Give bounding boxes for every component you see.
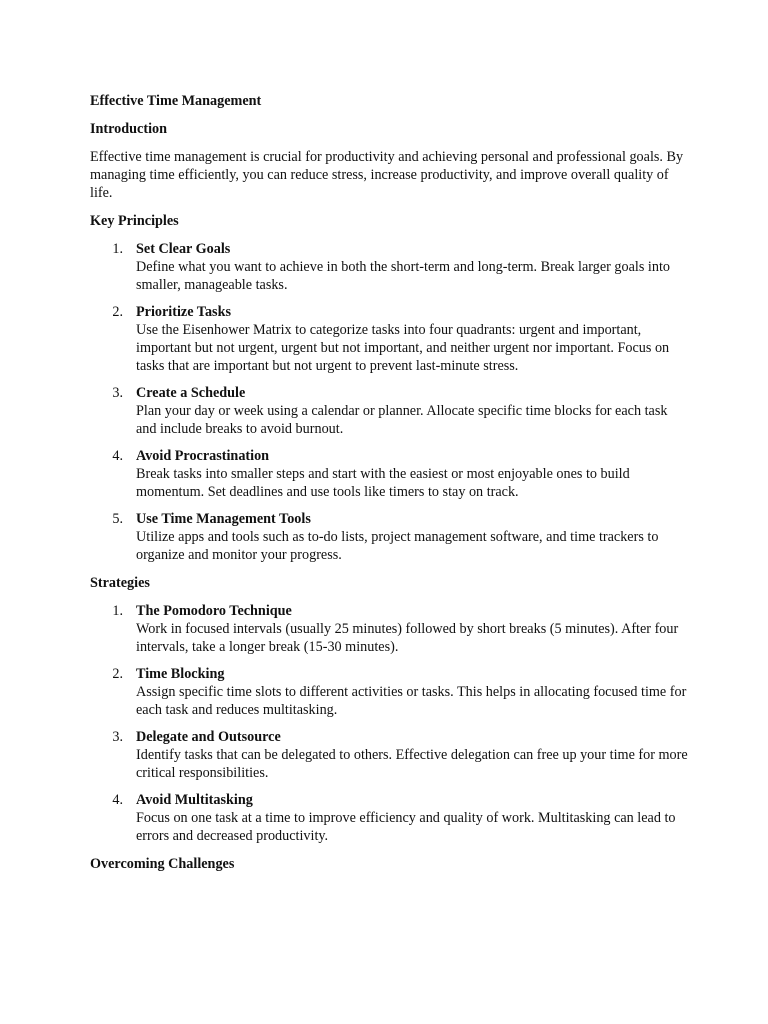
list-item-title: The Pomodoro Technique [136,603,292,619]
list-item [90,240,688,294]
list-item-title: Time Blocking [136,666,225,682]
list-item [90,665,688,719]
section-heading-overcoming-challenges: Overcoming Challenges [90,856,235,872]
list-item-number: 5. [112,511,123,527]
list-item [90,791,688,845]
list-item-number: 1. [112,241,123,257]
list-item [90,384,688,438]
list-item-number: 2. [112,666,123,682]
list-item-title: Set Clear Goals [136,241,231,257]
document-content [90,92,688,883]
list-item-number: 3. [112,729,123,745]
list-item-body: Work in focused intervals (usually 25 minutes) followed by short breaks (5 minutes). After four intervals, take a longer break (15-30 minutes). [136,621,679,655]
list-item-number: 4. [112,792,123,808]
strategies-list [90,602,688,845]
list-item-title: Avoid Multitasking [136,792,253,808]
list-item [90,602,688,656]
list-item-number: 4. [112,448,123,464]
list-item-number: 3. [112,385,123,401]
list-item-body: Identify tasks that can be delegated to others. Effective delegation can free up your time for more critical responsibilities. [136,747,688,781]
list-item-title: Delegate and Outsource [136,729,281,745]
list-item [90,728,688,782]
key-principles-list [90,240,688,564]
list-item [90,510,688,564]
list-item-body: Define what you want to achieve in both the short-term and long-term. Break larger goals into smaller, manageable tasks. [136,259,670,293]
list-item-body: Break tasks into smaller steps and start with the easiest or most enjoyable ones to build momentum. Set deadlines and use tools like timers to stay on track. [136,466,630,500]
document-title: Effective Time Management [90,93,262,109]
list-item-body: Use the Eisenhower Matrix to categorize tasks into four quadrants: urgent and important, important but not urgent, urgent but not important, and neither urgent nor important. Focus on tasks that are important but not urgent to prevent last-minute stress. [136,322,670,374]
list-item-body: Focus on one task at a time to improve efficiency and quality of work. Multitasking can lead to errors and decreased productivity. [136,810,676,844]
list-item-number: 1. [112,603,123,619]
section-heading-key-principles: Key Principles [90,213,179,229]
list-item [90,303,688,375]
list-item-title: Use Time Management Tools [136,511,311,527]
list-item-body: Utilize apps and tools such as to-do lists, project management software, and time trackers to organize and monitor your progress. [136,529,659,563]
list-item-body: Plan your day or week using a calendar or planner. Allocate specific time blocks for each task and include breaks to avoid burnout. [136,403,668,437]
list-item-body: Assign specific time slots to different activities or tasks. This helps in allocating focused time for each task and reduces multitasking. [136,684,687,718]
introduction-paragraph: Effective time management is crucial for productivity and achieving personal and professional goals. By managing time efficiently, you can reduce stress, increase productivity, and improve overall quality of life. [90,149,684,201]
list-item-title: Avoid Procrastination [136,448,270,464]
section-heading-introduction: Introduction [90,121,167,137]
list-item-number: 2. [112,304,123,320]
list-item-title: Prioritize Tasks [136,304,231,320]
list-item [90,447,688,501]
section-heading-strategies: Strategies [90,575,150,591]
list-item-title: Create a Schedule [136,385,246,401]
